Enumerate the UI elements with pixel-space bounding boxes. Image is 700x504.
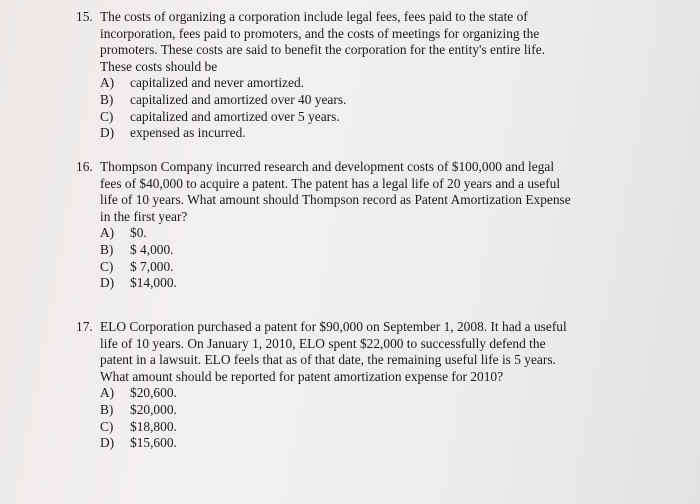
answer-option-b[interactable] [100,242,656,259]
question-15 [76,9,656,142]
answer-option-c[interactable] [100,109,656,126]
option-text: $20,000. [130,401,177,417]
option-text: $15,600. [130,435,177,451]
answer-options [100,385,656,451]
answer-option-b[interactable] [100,92,656,109]
answer-option-a[interactable] [100,75,656,92]
question-text-line: promoters. These costs are said to benefit the corporation for the entity's entire life. [100,42,546,58]
question-text-line: fees of $40,000 to acquire a patent. The patent has a legal life of 20 years and a useful [100,175,561,191]
option-text: $18,800. [130,418,177,434]
answer-options [100,75,656,141]
question-text-line: in the first year? [100,208,188,224]
question-text-line: Thompson Company incurred research and development costs of $100,000 and legal [100,159,555,174]
option-letter: A) [100,385,115,401]
option-text: capitalized and amortized over 5 years. [130,108,340,124]
question-text-line: patent in a lawsuit. ELO feels that as of that date, the remaining useful life is 5 years. [100,352,556,368]
option-text: capitalized and never amortized. [130,75,304,91]
option-letter: B) [100,91,114,107]
question-number: 16. [76,159,93,174]
answer-option-d[interactable] [100,125,656,142]
question-text-line: The costs of organizing a corporation include legal fees, fees paid to the state of [100,9,528,24]
question-text-line: These costs should be [100,58,218,74]
question-text-line: What amount should be reported for patent amortization expense for 2010? [100,368,504,384]
answer-option-a[interactable] [100,385,656,402]
question-16 [76,159,656,292]
option-text: $ 7,000. [130,258,174,274]
question-text-line: life of 10 years. On January 1, 2010, ELO spent $22,000 to successfully defend the [100,335,546,351]
option-text: $20,600. [130,385,177,401]
question-text [100,319,656,385]
option-letter: D) [100,435,115,451]
question-17 [76,319,656,452]
answer-option-d[interactable] [100,435,656,452]
question-text-line: life of 10 years. What amount should Thompson record as Patent Amortization Expense [100,192,571,208]
option-letter: A) [100,75,115,91]
answer-option-c[interactable] [100,419,656,436]
option-text: $14,000. [130,275,177,291]
question-text-line: incorporation, fees paid to promoters, and the costs of meetings for organizing the [100,25,540,41]
option-letter: B) [100,241,114,257]
answer-option-d[interactable] [100,275,656,292]
option-text: $0. [130,225,147,241]
question-number: 17. [76,319,93,334]
option-letter: D) [100,275,115,291]
question-number: 15. [76,9,93,24]
answer-option-a[interactable] [100,225,656,242]
answer-options [100,225,656,291]
option-letter: A) [100,225,115,241]
option-text: expensed as incurred. [130,125,246,141]
option-letter: C) [100,258,114,274]
question-text-line: ELO Corporation purchased a patent for $90,000 on September 1, 2008. It had a useful [100,319,567,334]
option-letter: C) [100,108,114,124]
answer-option-c[interactable] [100,259,656,276]
question-text [100,9,656,75]
question-text [100,159,656,225]
option-letter: D) [100,125,115,141]
option-text: $ 4,000. [130,241,174,257]
option-letter: C) [100,418,114,434]
answer-option-b[interactable] [100,402,656,419]
option-letter: B) [100,401,114,417]
option-text: capitalized and amortized over 40 years. [130,91,347,107]
